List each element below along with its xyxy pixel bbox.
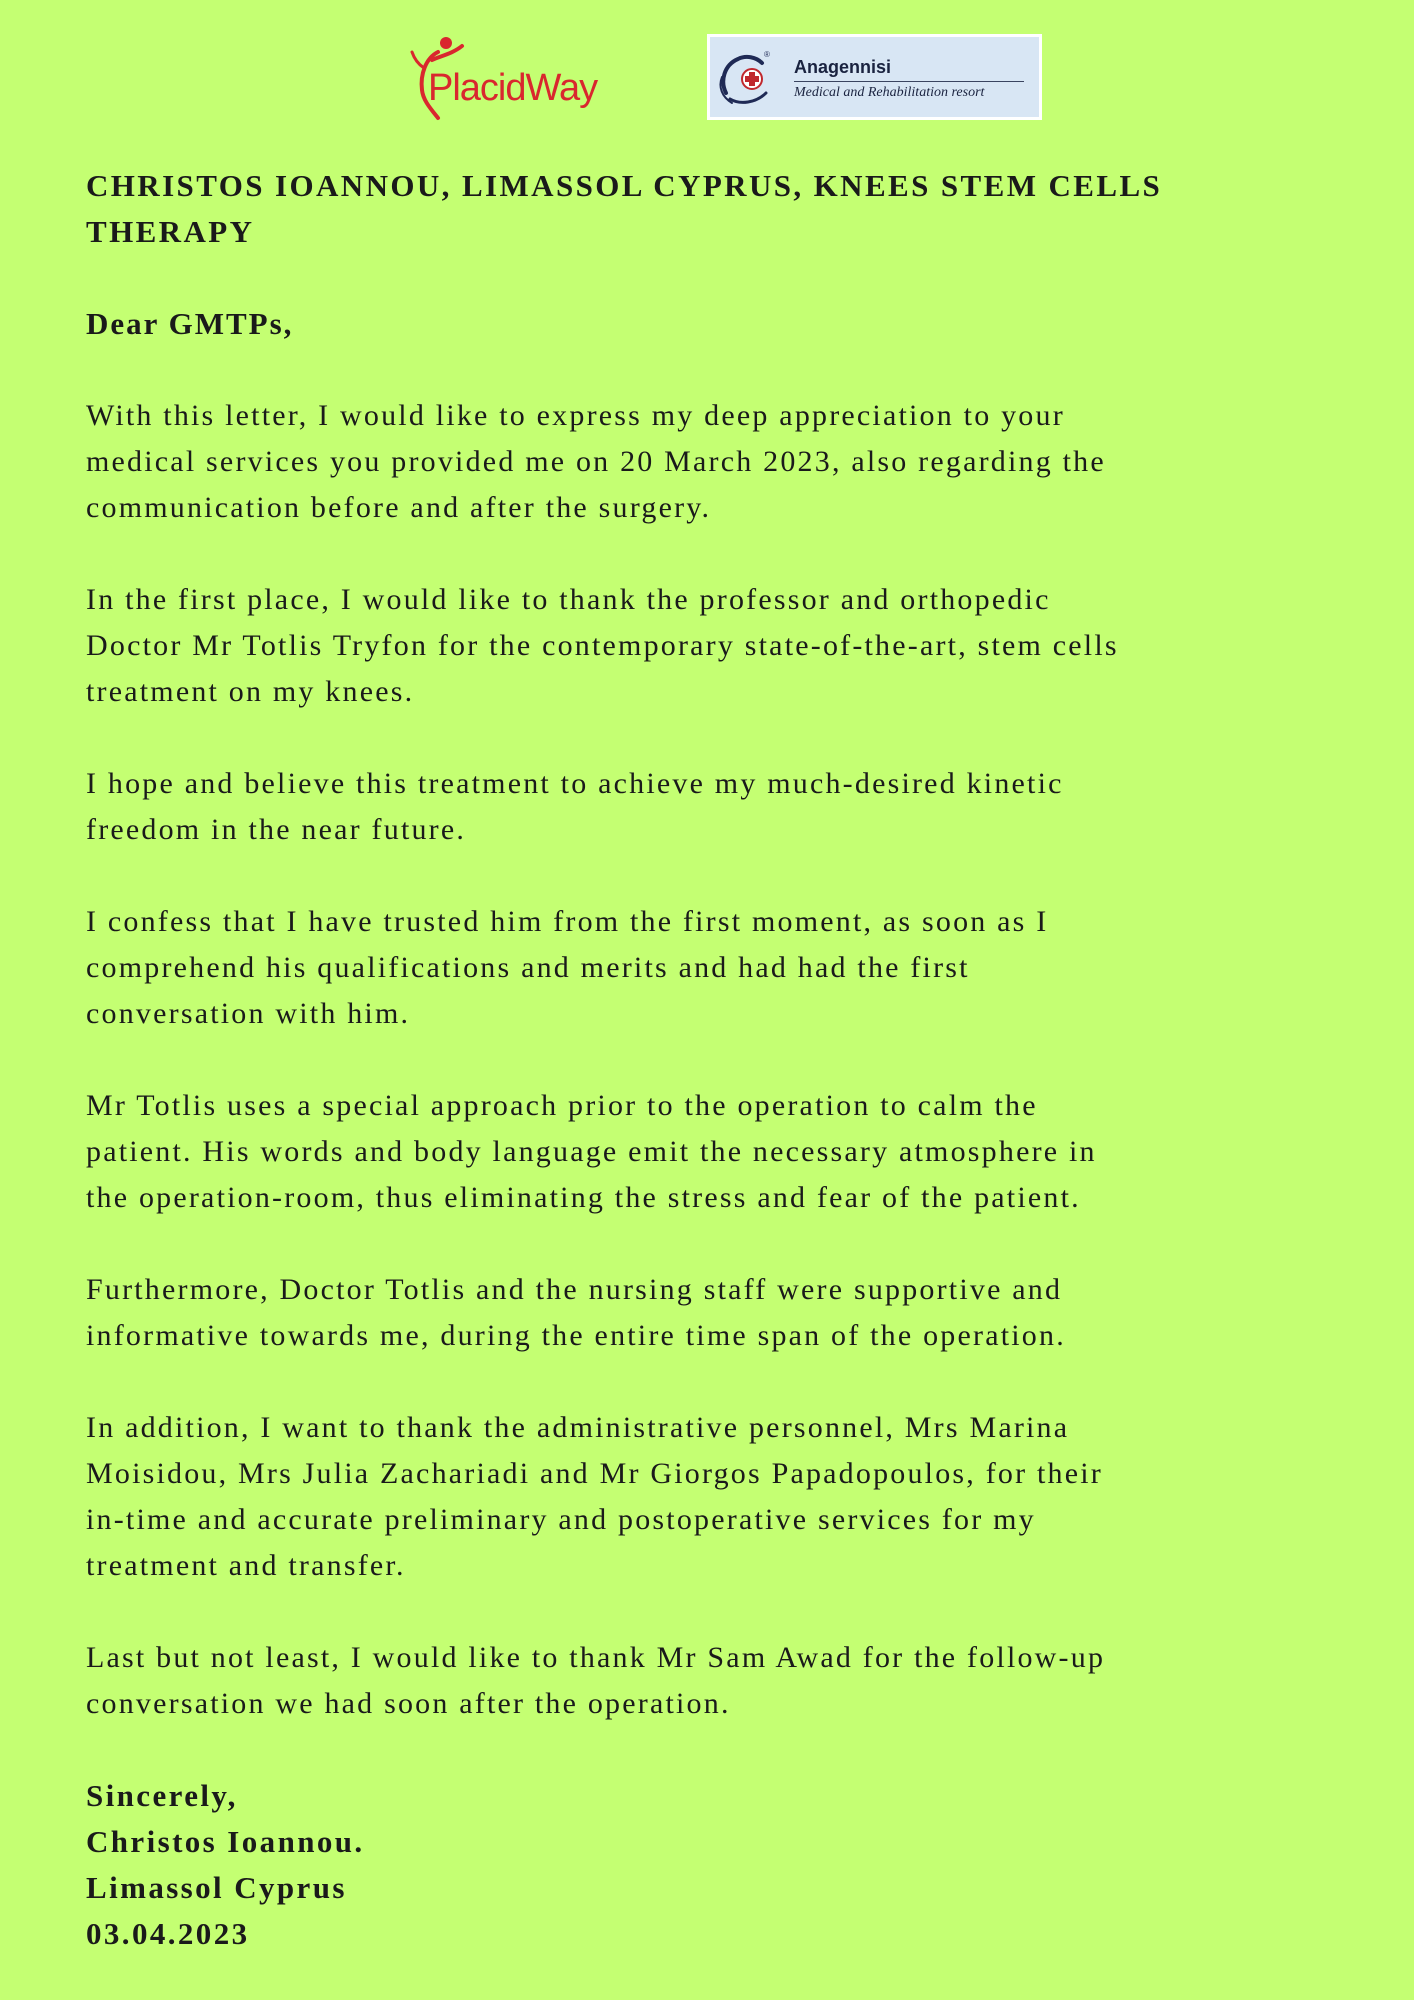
letter-paragraph: Last but not least, I would like to thank Mr Sam Awad for the follow-up conversation we had soon after the operation. (86, 1641, 1106, 1720)
letter-paragraph: Furthermore, Doctor Totlis and the nursing staff were supportive and informative towards me, during the entire time span of the operation. (86, 1273, 1066, 1352)
anagennisi-logo-name: Anagennisi (794, 57, 892, 77)
letter-signature (86, 1773, 1336, 1957)
letter-salutation: Dear GMTPs, (86, 306, 294, 341)
placidway-logo-text: PlacidWay (428, 67, 598, 109)
letter-date: 03.04.2023 (86, 1916, 250, 1951)
letter-closing: Sincerely, (86, 1778, 238, 1813)
letter-body (86, 163, 1336, 1957)
header-logos (0, 34, 1414, 124)
letter-paragraph: I hope and believe this treatment to achieve my much-desired kinetic freedom in the near future. (86, 767, 1064, 846)
placidway-logo (408, 34, 598, 124)
letter-paragraph: I confess that I have trusted him from the first moment, as soon as I comprehend his qualifications and merits and had had the first conversation with him. (86, 905, 1049, 1030)
letter-paragraph: In addition, I want to thank the administrative personnel, Mrs Marina Moisidou, Mrs Julia Zachariadi and Mr Giorgos Papadopoulos, for their in-time and accurate preliminary and postoperative services for my treatment and transfer. (86, 1411, 1103, 1582)
letter-paragraph: In the first place, I would like to thank the professor and orthopedic Doctor Mr Totlis Tryfon for the contemporary state-of-the-art, stem cells treatment on my knees. (86, 583, 1119, 708)
letter-title: CHRISTOS IOANNOU, LIMASSOL CYPRUS, KNEES STEM CELLS THERAPY (86, 168, 1163, 249)
signer-name: Christos Ioannou. (86, 1824, 365, 1859)
anagennisi-logo-subtitle: Medical and Rehabilitation resort (794, 85, 985, 100)
medical-cross-emblem-icon (716, 47, 782, 109)
letter-paragraph: With this letter, I would like to express my deep appreciation to your medical services you provided me on 20 March 2023, also regarding the communication before and after the surgery. (86, 399, 1106, 524)
letter-paragraph: Mr Totlis uses a special approach prior to the operation to calm the patient. His words and body language emit the necessary atmosphere in the operation-room, thus eliminating the stress and fear of the patient. (86, 1089, 1097, 1214)
anagennisi-logo-divider (794, 81, 1024, 82)
signer-location: Limassol Cyprus (86, 1870, 347, 1905)
registered-mark: ® (764, 50, 770, 59)
anagennisi-logo (707, 34, 1042, 120)
